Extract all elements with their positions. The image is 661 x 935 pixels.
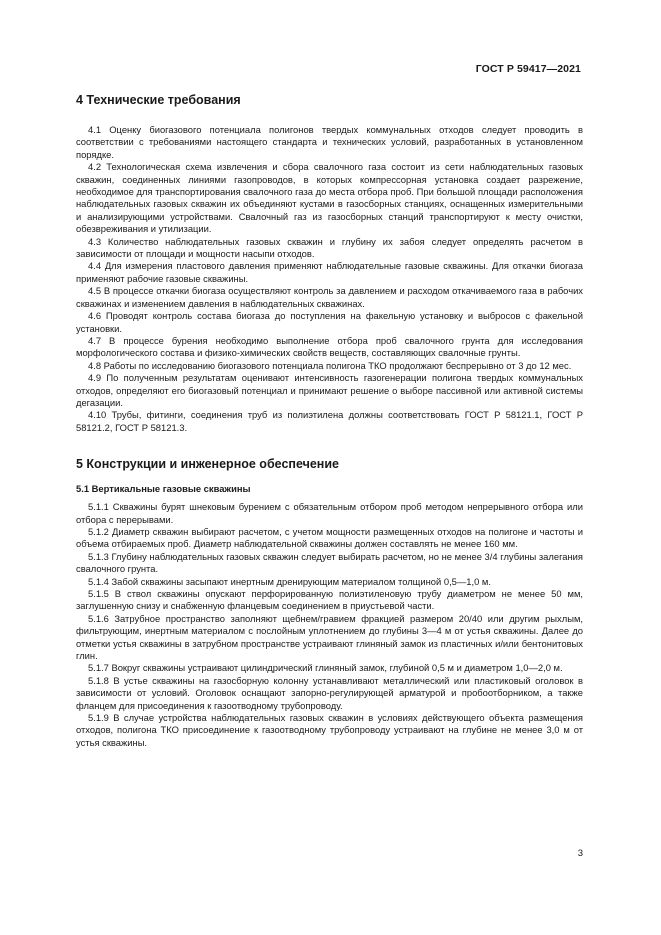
paragraph-5-1-7: 5.1.7 Вокруг скважины устраивают цилиндрический глиняный замок, глубиной 0,5 м и диаметром 1,0—2,0 м. xyxy=(88,662,563,674)
paragraph-5-1-3: 5.1.3 Глубину наблюдательных газовых скважин следует выбирать расчетом, но не менее 3/4 глубины залегания свалочного грунта. xyxy=(76,550,583,575)
paragraph-5-1-2: 5.1.2 Диаметр скважин выбирают расчетом, с учетом мощности размещенных отходов на полигоне и частоты и объема отбираемых проб. Диаметр наблюдательной скважины должен составлять не менее 160 мм. xyxy=(76,525,583,550)
paragraph-4-10: 4.10 Трубы, фитинги, соединения труб из полиэтилена должны соответствовать ГОСТ Р 58121.1, ГОСТ Р 58121.2, ГОСТ Р 58121.3. xyxy=(76,409,583,433)
section-4-body xyxy=(76,124,583,434)
paragraph-4-8: 4.8 Работы по исследованию биогазового потенциала полигона ТКО продолжают беспрерывно от 3 до 12 мес. xyxy=(88,359,572,371)
paragraph-4-3: 4.3 Количество наблюдательных газовых скважин и глубину их забоя следует определять расчетом в зависимости от площади и мощности насыпи отходов. xyxy=(76,235,583,260)
subsection-5-1-title: 5.1 Вертикальные газовые скважины xyxy=(76,483,251,495)
section-5-body xyxy=(76,501,583,749)
paragraph-4-2: 4.2 Технологическая схема извлечения и сбора свалочного газа состоит из сети наблюдательных газовых скважин, соединенных линиями газопроводов, в которых компрессорная установка создает разрежение, необходимое для транспортирования свалочного газа до места отбора проб. При большой площади расположения наблюдательных газовых скважин их объединяют кустами в газосборных станциях, оснащенных измерительными и анализирующими устройствами. Свалочный газ из газосборных станций транспортируют к месту очистки, обезвреживания и утилизации. xyxy=(76,161,583,235)
paragraph-5-1-6: 5.1.6 Затрубное пространство заполняют щебнем/гравием фракцией размером 20/40 или другим рыхлым, фильтрующим, инертным материалом с послойным уплотнением до глубины 3—4 м от устья скважины. Далее до отметки устья скважины в затрубном пространстве устраивают глиняный замок из пластичных и/или бентонитовых глин. xyxy=(76,612,583,662)
page-content xyxy=(76,92,583,749)
section-5-title: 5 Конструкции и инженерное обеспечение xyxy=(76,457,339,472)
section-4-title: 4 Технические требования xyxy=(76,93,241,107)
paragraph-5-1-9: 5.1.9 В случае устройства наблюдательных газовых скважин в условиях действующего объекта размещения отходов, полигона ТКО присоединение к газоотводному трубопроводу устраивают на глубине не менее 3,0 м от устья скважины. xyxy=(76,712,583,748)
page-number: 3 xyxy=(577,848,583,859)
paragraph-4-4: 4.4 Для измерения пластового давления применяют наблюдательные газовые скважины. Для откачки биогаза применяют рабочие газовые скважины. xyxy=(76,260,583,284)
paragraph-4-1: 4.1 Оценку биогазового потенциала полигонов твердых коммунальных отходов следует проводить в соответствии с требованиями настоящего стандарта и технических условий, разработанных в установленном порядке. xyxy=(76,124,583,160)
paragraph-5-1-4: 5.1.4 Забой скважины засыпают инертным дренирующим материалом толщиной 0,5—1,0 м. xyxy=(88,575,491,587)
paragraph-5-1-1: 5.1.1 Скважины бурят шнековым бурением с обязательным отбором проб методом непрерывного отбора или отбора с перерывами. xyxy=(76,501,583,525)
paragraph-4-6: 4.6 Проводят контроль состава биогаза до поступления на факельную установку и выбросов с факельной установки. xyxy=(76,310,583,334)
document-code: ГОСТ Р 59417—2021 xyxy=(475,63,581,75)
paragraph-4-7: 4.7 В процессе бурения необходимо выполнение отбора проб свалочного грунта для исследования морфологического состава и физико-химических свойств веществ, составляющих свалочные грунты. xyxy=(76,334,583,359)
paragraph-5-1-5: 5.1.5 В ствол скважины опускают перфорированную полиэтиленовую трубу диаметром не менее 50 мм, заглушенную снизу и снабженную фланцевым соединением в приустьевой части. xyxy=(76,588,583,612)
paragraph-4-5: 4.5 В процессе откачки биогаза осуществляют контроль за давлением и расходом откачиваемого газа в рабочих скважинах и изменением давления в наблюдательных скважинах. xyxy=(76,285,583,309)
paragraph-5-1-8: 5.1.8 В устье скважины на газосборную колонну устанавливают металлический или пластиковый оголовок в зависимости от условий. Оголовок оснащают запорно-регулирующей арматурой и пробоотборником, а также фланцем для присоединения к газоотводному трубопроводу. xyxy=(76,674,583,711)
paragraph-4-9: 4.9 По полученным результатам оценивают интенсивность газогенерации полигона твердых коммунальных отходов, определяют его биогазовый потенциал и принимают решение о выборе пассивной или активной системы дегазации. xyxy=(76,372,583,408)
